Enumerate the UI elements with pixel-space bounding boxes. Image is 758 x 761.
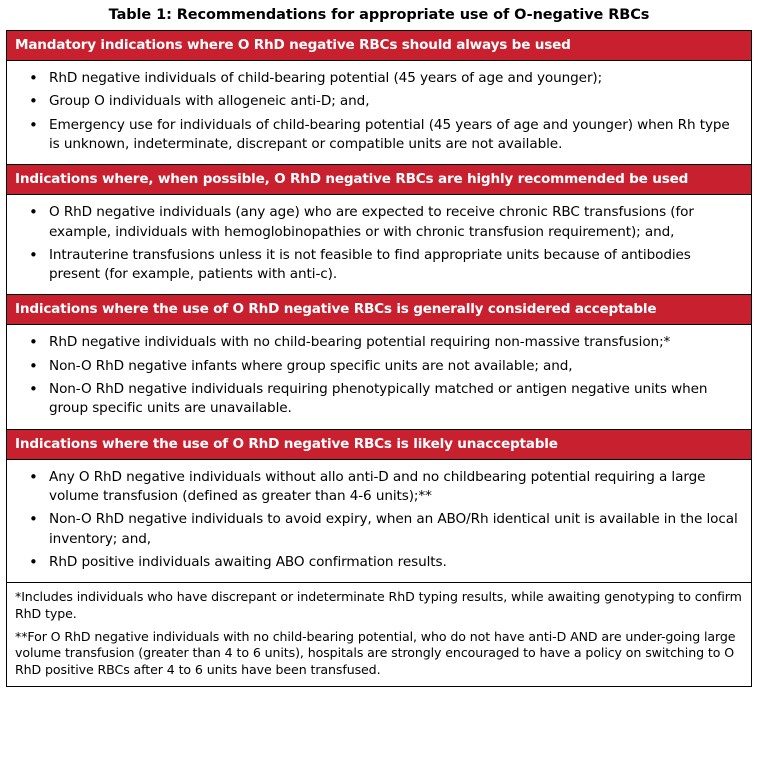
- list-item: • RhD positive individuals awaiting ABO confirmation results.: [47, 553, 741, 572]
- list-item: • Emergency use for individuals of child-bearing potential (45 years of age and younger) when Rh type is unknown, indeterminate, discrepant or compatible units are not available.: [47, 116, 741, 155]
- list-item: • RhD negative individuals with no child-bearing potential requiring non-massive transfusion;*: [47, 333, 741, 352]
- footnotes-cell: [7, 583, 752, 687]
- section-body-row: [7, 459, 752, 582]
- section-body-highly-recommended: [7, 195, 752, 295]
- section-heading-highly-recommended: Indications where, when possible, O RhD negative RBCs are highly recommended be used: [7, 165, 752, 195]
- list-item: • Non-O RhD negative infants where group specific units are not available; and,: [47, 357, 741, 376]
- section-header-row: [7, 429, 752, 459]
- section-body-row: [7, 195, 752, 295]
- section-body-mandatory: [7, 61, 752, 165]
- list-item: • Any O RhD negative individuals without allo anti-D and no childbearing potential requiring a large volume transfusion (defined as greater than 4-6 units);**: [47, 468, 741, 507]
- list-item: • Intrauterine transfusions unless it is not feasible to find appropriate units because of antibodies present (for example, patients with anti-c).: [47, 246, 741, 285]
- footnotes-row: [7, 583, 752, 687]
- bullet-list: [17, 203, 741, 284]
- section-body-row: [7, 325, 752, 429]
- list-item: • RhD negative individuals of child-bearing potential (45 years of age and younger);: [47, 69, 741, 88]
- section-body-unacceptable: [7, 459, 752, 582]
- recommendations-table: [6, 30, 752, 687]
- footnote-double-asterisk: **For O RhD negative individuals with no child-bearing potential, who do not have anti-D AND are under-going large volume transfusion (greater than 4 to 6 units), hospitals are strongly encouraged to have a policy on switching to O RhD positive RBCs after 4 to 6 units have been transfused.: [15, 628, 736, 678]
- footnote-single-asterisk: *Includes individuals who have discrepant or indeterminate RhD typing results, while awaiting genotyping to confirm RhD type.: [15, 589, 742, 621]
- bullet-list: [17, 468, 741, 572]
- section-header-row: [7, 165, 752, 195]
- bullet-list: [17, 333, 741, 418]
- section-header-row: [7, 295, 752, 325]
- section-body-row: [7, 61, 752, 165]
- section-header-row: [7, 31, 752, 61]
- section-body-acceptable: [7, 325, 752, 429]
- list-item: • O RhD negative individuals (any age) who are expected to receive chronic RBC transfusions (for example, individuals with hemoglobinopathies or with chronic transfusion requirement); and,: [47, 203, 741, 242]
- table-title: Table 1: Recommendations for appropriate use of O-negative RBCs: [108, 7, 650, 23]
- list-item: • Non-O RhD negative individuals to avoid expiry, when an ABO/Rh identical unit is available in the local inventory; and,: [47, 510, 741, 549]
- list-item: • Non-O RhD negative individuals requiring phenotypically matched or antigen negative units when group specific units are unavailable.: [47, 380, 741, 419]
- section-heading-unacceptable: Indications where the use of O RhD negative RBCs is likely unacceptable: [7, 429, 752, 459]
- section-heading-mandatory: Mandatory indications where O RhD negative RBCs should always be used: [7, 31, 752, 61]
- bullet-list: [17, 69, 741, 154]
- list-item: • Group O individuals with allogeneic anti-D; and,: [47, 92, 741, 111]
- section-heading-acceptable: Indications where the use of O RhD negative RBCs is generally considered acceptable: [7, 295, 752, 325]
